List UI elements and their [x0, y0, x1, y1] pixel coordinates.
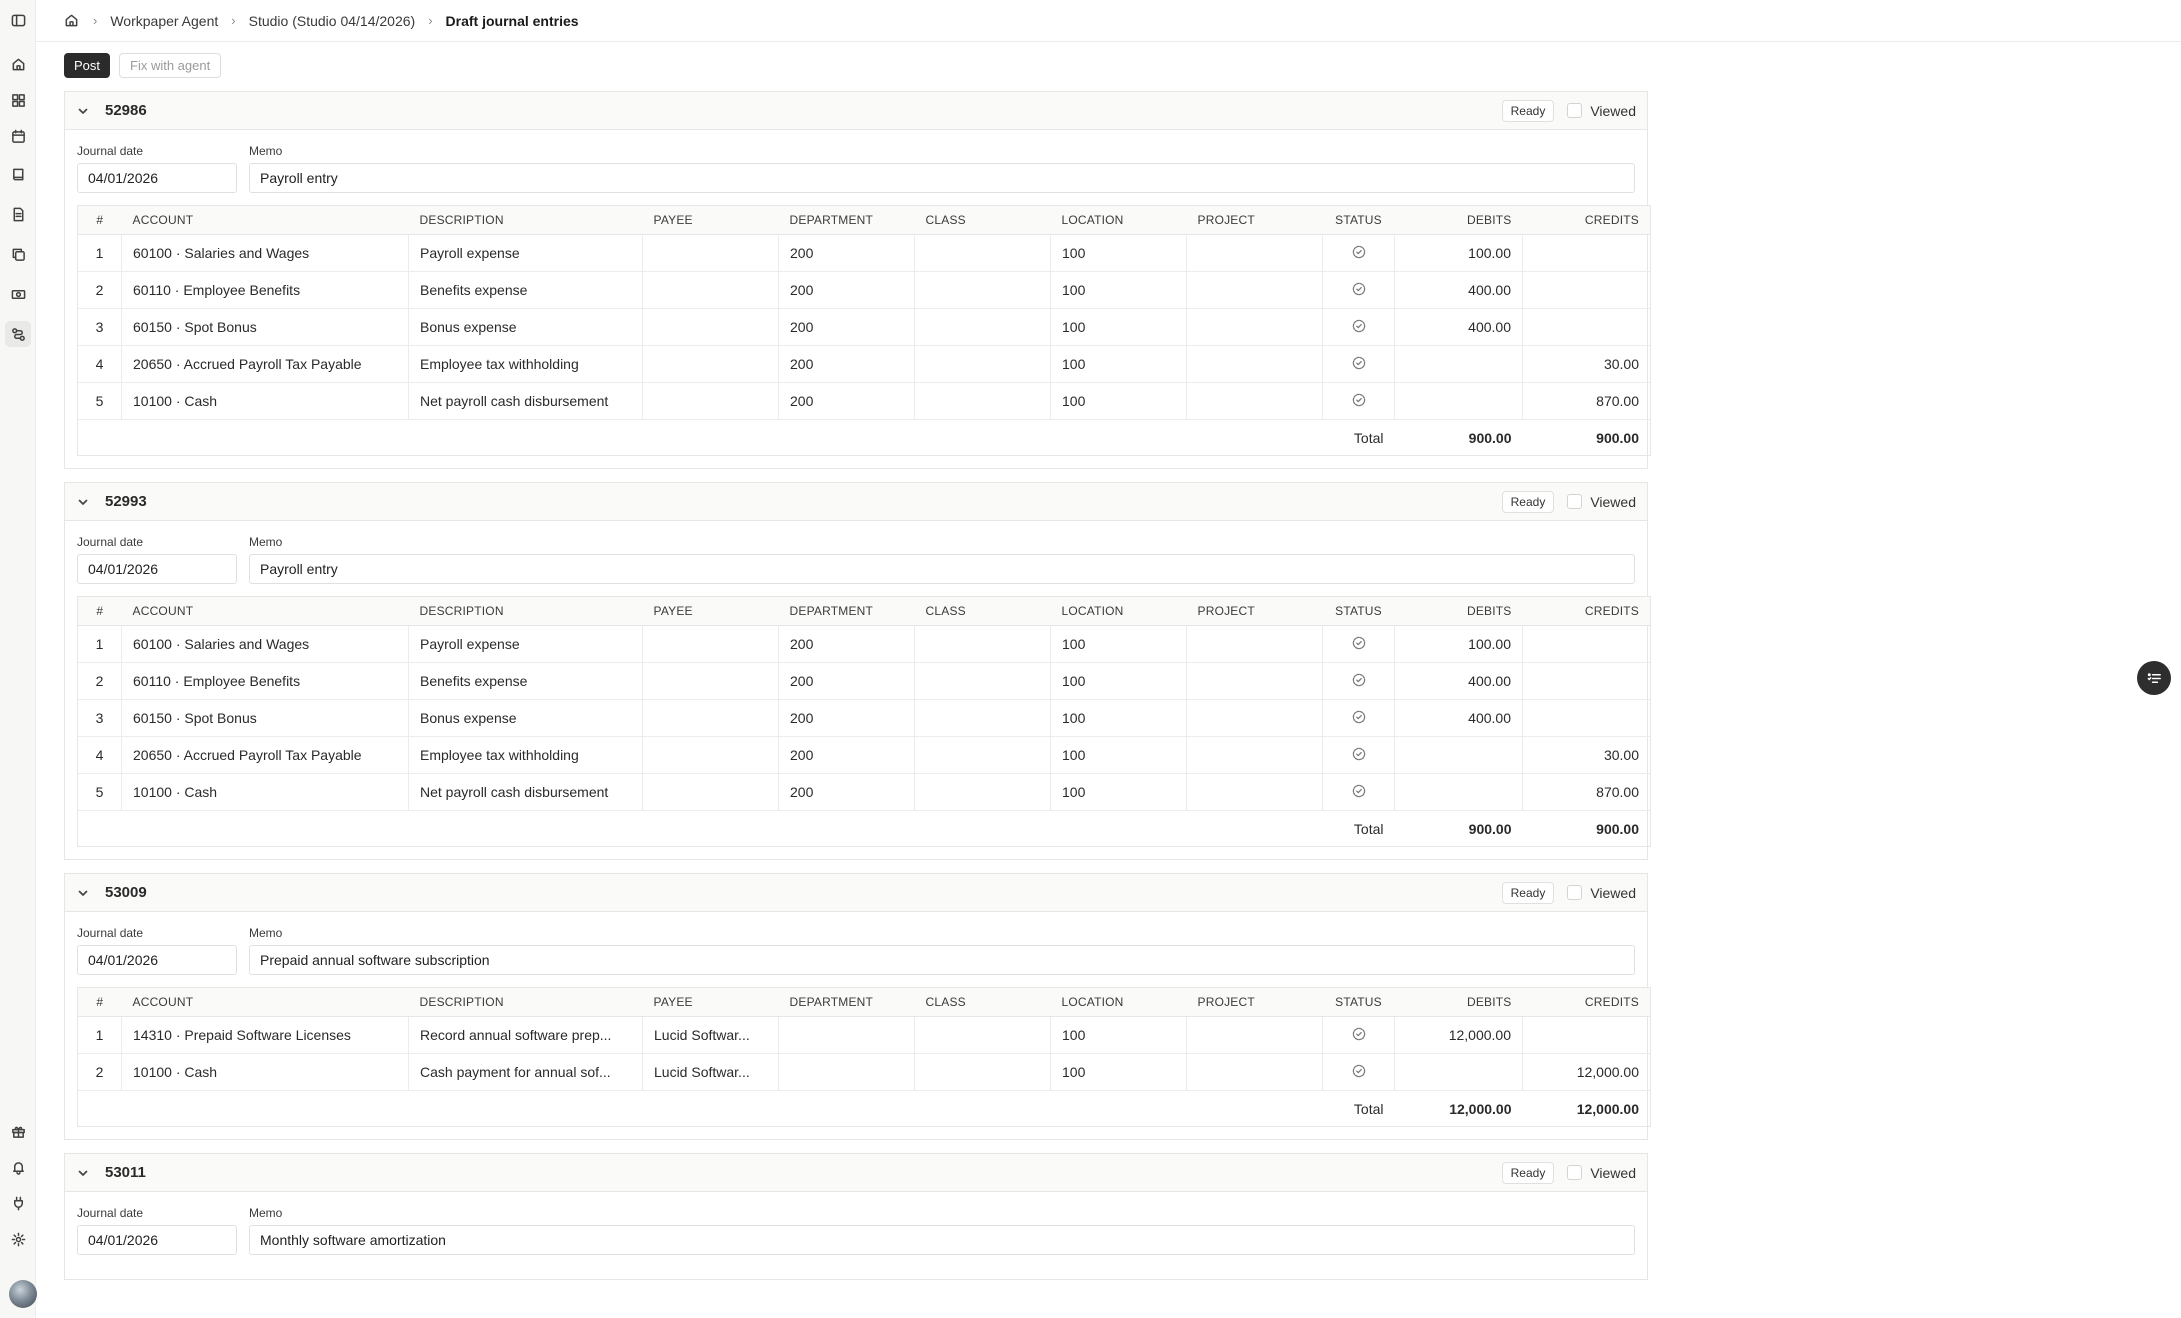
entry-fields — [77, 1206, 1635, 1255]
journal-lines-table — [77, 596, 1651, 847]
project-cell[interactable] — [1187, 737, 1323, 774]
column-header-credits: CREDITS — [1523, 597, 1651, 626]
status-cell — [1323, 1054, 1395, 1091]
status-cell — [1323, 700, 1395, 737]
column-header-location: LOCATION — [1051, 597, 1187, 626]
credits-cell[interactable] — [1523, 1017, 1651, 1054]
memo-field[interactable]: Prepaid annual software subscription — [249, 945, 1635, 975]
project-cell[interactable] — [1187, 235, 1323, 272]
column-header-description: DESCRIPTION — [409, 597, 643, 626]
journal-date-field[interactable]: 04/01/2026 — [77, 163, 237, 193]
table-row — [78, 272, 1651, 309]
description-cell[interactable]: Bonus expense — [409, 309, 643, 346]
home-icon[interactable] — [64, 13, 80, 29]
column-header-department: DEPARTMENT — [779, 597, 915, 626]
plug-icon[interactable] — [9, 1194, 27, 1212]
location-cell[interactable]: 100 — [1051, 737, 1187, 774]
journal-date-label: Journal date — [77, 926, 144, 940]
memo-field[interactable]: Monthly software amortization — [249, 1225, 1635, 1255]
account-cell[interactable]: 14310 · Prepaid Software Licenses — [122, 1017, 409, 1054]
table-row — [78, 235, 1651, 272]
column-header-project: PROJECT — [1187, 988, 1323, 1017]
column-header-class: CLASS — [915, 206, 1051, 235]
viewed-checkbox[interactable] — [1567, 103, 1582, 118]
list-icon — [2146, 670, 2163, 687]
location-cell[interactable]: 100 — [1051, 383, 1187, 420]
class-cell[interactable] — [915, 309, 1051, 346]
project-cell[interactable] — [1187, 383, 1323, 420]
location-cell[interactable]: 100 — [1051, 1017, 1187, 1054]
table-row — [78, 383, 1651, 420]
description-cell[interactable]: Employee tax withholding — [409, 346, 643, 383]
column-header-credits: CREDITS — [1523, 988, 1651, 1017]
description-cell[interactable]: Cash payment for annual sof... — [409, 1054, 643, 1091]
toolbar — [64, 53, 221, 78]
journal-date-group — [77, 1206, 237, 1255]
class-cell[interactable] — [915, 663, 1051, 700]
column-header-location: LOCATION — [1051, 206, 1187, 235]
journal-entry — [64, 482, 1648, 860]
payee-cell[interactable] — [643, 774, 779, 811]
status-badge: Ready — [1502, 882, 1555, 904]
status-check-icon — [1351, 672, 1367, 688]
document-icon[interactable] — [9, 205, 27, 223]
journal-date-group — [77, 926, 237, 975]
project-cell[interactable] — [1187, 774, 1323, 811]
chevron-right-icon: › — [231, 13, 236, 28]
gear-icon[interactable] — [9, 1230, 27, 1248]
column-header-class: CLASS — [915, 597, 1051, 626]
account-cell[interactable]: 20650 · Accrued Payroll Tax Payable — [122, 346, 409, 383]
table-row — [78, 774, 1651, 811]
credits-cell[interactable]: 30.00 — [1523, 346, 1651, 383]
status-cell — [1323, 346, 1395, 383]
column-header-debits: DEBITS — [1395, 988, 1523, 1017]
journal-date-field[interactable]: 04/01/2026 — [77, 945, 237, 975]
status-check-icon — [1351, 355, 1367, 371]
project-cell[interactable] — [1187, 272, 1323, 309]
status-cell — [1323, 774, 1395, 811]
status-cell — [1323, 1017, 1395, 1054]
total-credits: 12,000.00 — [1576, 1100, 1639, 1117]
description-cell[interactable]: Benefits expense — [409, 272, 643, 309]
journal-entry — [64, 91, 1648, 469]
chevron-down-icon[interactable] — [77, 495, 91, 509]
credits-cell[interactable] — [1523, 700, 1651, 737]
credits-cell[interactable]: 870.00 — [1523, 774, 1651, 811]
account-cell[interactable]: 60110 · Employee Benefits — [122, 272, 409, 309]
class-cell[interactable] — [915, 1017, 1051, 1054]
location-cell[interactable]: 100 — [1051, 774, 1187, 811]
entry-fields — [77, 144, 1635, 193]
debits-cell[interactable] — [1395, 383, 1523, 420]
debits-cell[interactable] — [1395, 737, 1523, 774]
journal-date-label: Journal date — [77, 144, 144, 158]
debits-cell[interactable] — [1395, 774, 1523, 811]
journal-date-group — [77, 535, 237, 584]
bell-icon[interactable] — [9, 1158, 27, 1176]
column-header-payee: PAYEE — [643, 597, 779, 626]
class-cell[interactable] — [915, 346, 1051, 383]
gift-icon[interactable] — [9, 1122, 27, 1140]
column-header-debits: DEBITS — [1395, 597, 1523, 626]
status-check-icon — [1351, 1063, 1367, 1079]
column-header-project: PROJECT — [1187, 597, 1323, 626]
viewed-label: Viewed — [1590, 1164, 1636, 1181]
credits-cell[interactable]: 30.00 — [1523, 737, 1651, 774]
account-cell[interactable]: 60150 · Spot Bonus — [122, 700, 409, 737]
total-debits: 900.00 — [1468, 429, 1512, 446]
total-spacer — [78, 1091, 1323, 1127]
line-number-cell: 2 — [78, 663, 122, 700]
entry-header — [65, 483, 1647, 521]
column-header-line-number: # — [78, 206, 122, 235]
class-cell[interactable] — [915, 774, 1051, 811]
page-title: Draft journal entries — [445, 12, 579, 29]
viewed-label: Viewed — [1590, 884, 1636, 901]
location-cell[interactable]: 100 — [1051, 346, 1187, 383]
status-cell — [1323, 383, 1395, 420]
total-row — [78, 811, 1651, 847]
table-row — [78, 663, 1651, 700]
memo-label: Memo — [249, 535, 283, 549]
chevron-down-icon[interactable] — [77, 886, 91, 900]
project-cell[interactable] — [1187, 346, 1323, 383]
total-label: Total — [1353, 429, 1384, 446]
line-number-cell: 3 — [78, 700, 122, 737]
column-header-payee: PAYEE — [643, 988, 779, 1017]
class-cell[interactable] — [915, 235, 1051, 272]
fix-with-agent-button[interactable]: Fix with agent — [119, 53, 221, 78]
line-number-cell: 1 — [78, 235, 122, 272]
payee-cell[interactable] — [643, 235, 779, 272]
journal-entry — [64, 1153, 1648, 1280]
project-cell[interactable] — [1187, 1054, 1323, 1091]
department-cell[interactable]: 200 — [779, 774, 915, 811]
table-row — [78, 700, 1651, 737]
location-cell[interactable]: 100 — [1051, 700, 1187, 737]
column-header-account: ACCOUNT — [122, 597, 409, 626]
account-cell[interactable]: 60150 · Spot Bonus — [122, 309, 409, 346]
payee-cell[interactable]: Lucid Softwar... — [643, 1054, 779, 1091]
project-cell[interactable] — [1187, 700, 1323, 737]
line-number-cell: 3 — [78, 309, 122, 346]
debits-cell[interactable] — [1395, 1054, 1523, 1091]
credits-cell[interactable]: 870.00 — [1523, 383, 1651, 420]
payee-cell[interactable] — [643, 663, 779, 700]
status-check-icon — [1351, 746, 1367, 762]
avatar[interactable] — [9, 1280, 37, 1308]
department-cell[interactable]: 200 — [779, 700, 915, 737]
credits-cell[interactable] — [1523, 663, 1651, 700]
line-number-cell: 1 — [78, 1017, 122, 1054]
payee-cell[interactable]: Lucid Softwar... — [643, 1017, 779, 1054]
status-cell — [1323, 737, 1395, 774]
credits-cell[interactable] — [1523, 626, 1651, 663]
line-number-cell: 4 — [78, 737, 122, 774]
location-cell[interactable]: 100 — [1051, 1054, 1187, 1091]
grid-icon[interactable] — [9, 91, 27, 109]
workflow-icon[interactable] — [5, 321, 31, 347]
total-label: Total — [1353, 1100, 1384, 1117]
post-button[interactable]: Post — [64, 53, 110, 78]
entry-header — [65, 1154, 1647, 1192]
line-number-cell: 1 — [78, 626, 122, 663]
department-cell[interactable]: 200 — [779, 663, 915, 700]
total-spacer — [78, 811, 1323, 847]
payee-cell[interactable] — [643, 383, 779, 420]
column-header-location: LOCATION — [1051, 988, 1187, 1017]
total-debits: 12,000.00 — [1449, 1100, 1512, 1117]
class-cell[interactable] — [915, 737, 1051, 774]
column-header-status: STATUS — [1323, 206, 1395, 235]
location-cell[interactable]: 100 — [1051, 626, 1187, 663]
account-cell[interactable]: 10100 · Cash — [122, 383, 409, 420]
column-header-account: ACCOUNT — [122, 206, 409, 235]
column-header-credits: CREDITS — [1523, 206, 1651, 235]
location-cell[interactable]: 100 — [1051, 309, 1187, 346]
journal-date-field[interactable]: 04/01/2026 — [77, 554, 237, 584]
status-check-icon — [1351, 318, 1367, 334]
total-debits: 900.00 — [1468, 820, 1512, 837]
total-credits: 900.00 — [1596, 820, 1639, 837]
project-cell[interactable] — [1187, 1017, 1323, 1054]
column-header-project: PROJECT — [1187, 206, 1323, 235]
line-number-cell: 2 — [78, 272, 122, 309]
entry-id: 53011 — [105, 1164, 146, 1181]
debits-cell[interactable] — [1395, 346, 1523, 383]
viewed-label: Viewed — [1590, 102, 1636, 119]
description-cell[interactable]: Bonus expense — [409, 700, 643, 737]
status-check-icon — [1351, 709, 1367, 725]
total-spacer — [78, 420, 1323, 456]
project-cell[interactable] — [1187, 663, 1323, 700]
entry-id: 53009 — [105, 884, 147, 901]
department-cell[interactable]: 200 — [779, 235, 915, 272]
line-number-cell: 4 — [78, 346, 122, 383]
department-cell[interactable] — [779, 1017, 915, 1054]
status-check-icon — [1351, 281, 1367, 297]
sidebar — [0, 0, 36, 1318]
column-header-class: CLASS — [915, 988, 1051, 1017]
table-header-row — [78, 206, 1651, 235]
payee-cell[interactable] — [643, 346, 779, 383]
viewed-checkbox[interactable] — [1567, 885, 1582, 900]
total-row — [78, 1091, 1651, 1127]
column-header-line-number: # — [78, 988, 122, 1017]
money-icon[interactable] — [9, 285, 27, 303]
department-cell[interactable]: 200 — [779, 346, 915, 383]
location-cell[interactable]: 100 — [1051, 272, 1187, 309]
account-cell[interactable]: 60110 · Employee Benefits — [122, 663, 409, 700]
department-cell[interactable]: 200 — [779, 737, 915, 774]
class-cell[interactable] — [915, 1054, 1051, 1091]
account-cell[interactable]: 20650 · Accrued Payroll Tax Payable — [122, 737, 409, 774]
payee-cell[interactable] — [643, 737, 779, 774]
column-header-account: ACCOUNT — [122, 988, 409, 1017]
column-header-status: STATUS — [1323, 597, 1395, 626]
chevron-right-icon: › — [93, 13, 98, 28]
class-cell[interactable] — [915, 626, 1051, 663]
credits-cell[interactable] — [1523, 272, 1651, 309]
memo-group — [249, 1206, 1635, 1255]
column-header-status: STATUS — [1323, 988, 1395, 1017]
table-row — [78, 309, 1651, 346]
account-cell[interactable]: 60100 · Salaries and Wages — [122, 235, 409, 272]
status-badge: Ready — [1502, 491, 1555, 513]
total-row — [78, 420, 1651, 456]
column-header-line-number: # — [78, 597, 122, 626]
debits-cell[interactable]: 400.00 — [1395, 309, 1523, 346]
payee-cell[interactable] — [643, 700, 779, 737]
column-header-description: DESCRIPTION — [409, 206, 643, 235]
department-cell[interactable]: 200 — [779, 309, 915, 346]
memo-label: Memo — [249, 1206, 283, 1220]
entry-body — [65, 130, 1647, 468]
book-icon[interactable] — [9, 165, 27, 183]
viewed-checkbox[interactable] — [1567, 1165, 1582, 1180]
copy-icon[interactable] — [9, 245, 27, 263]
memo-label: Memo — [249, 926, 283, 940]
description-cell[interactable]: Employee tax withholding — [409, 737, 643, 774]
status-cell — [1323, 663, 1395, 700]
department-cell[interactable] — [779, 1054, 915, 1091]
credits-cell[interactable]: 12,000.00 — [1523, 1054, 1651, 1091]
line-number-cell: 5 — [78, 383, 122, 420]
home-icon[interactable] — [9, 55, 27, 73]
line-number-cell: 5 — [78, 774, 122, 811]
account-cell[interactable]: 10100 · Cash — [122, 774, 409, 811]
memo-group — [249, 926, 1635, 975]
status-check-icon — [1351, 392, 1367, 408]
description-cell[interactable]: Payroll expense — [409, 626, 643, 663]
table-header-row — [78, 597, 1651, 626]
credits-cell[interactable] — [1523, 309, 1651, 346]
table-row — [78, 1054, 1651, 1091]
total-credits: 900.00 — [1596, 429, 1639, 446]
calendar-icon[interactable] — [9, 127, 27, 145]
chevron-down-icon[interactable] — [77, 104, 91, 118]
breadcrumb-item-studio[interactable]: Studio (Studio 04/14/2026) — [248, 12, 416, 29]
column-header-payee: PAYEE — [643, 206, 779, 235]
agent-panel-button[interactable] — [2137, 661, 2171, 695]
chevron-down-icon[interactable] — [77, 1166, 91, 1180]
table-row — [78, 626, 1651, 663]
payee-cell[interactable] — [643, 309, 779, 346]
account-cell[interactable]: 10100 · Cash — [122, 1054, 409, 1091]
status-cell — [1323, 235, 1395, 272]
credits-cell[interactable] — [1523, 235, 1651, 272]
debits-cell[interactable]: 400.00 — [1395, 663, 1523, 700]
breadcrumb-item-workpaper-agent[interactable]: Workpaper Agent — [110, 12, 219, 29]
column-header-description: DESCRIPTION — [409, 988, 643, 1017]
status-badge: Ready — [1502, 1162, 1555, 1184]
memo-label: Memo — [249, 144, 283, 158]
entry-id: 52986 — [105, 102, 147, 119]
viewed-label: Viewed — [1590, 493, 1636, 510]
description-cell[interactable]: Payroll expense — [409, 235, 643, 272]
journal-date-group — [77, 144, 237, 193]
department-cell[interactable]: 200 — [779, 626, 915, 663]
total-label: Total — [1353, 820, 1384, 837]
sidebar-toggle-icon[interactable] — [9, 11, 27, 29]
status-check-icon — [1351, 635, 1367, 651]
status-badge: Ready — [1502, 100, 1555, 122]
column-header-department: DEPARTMENT — [779, 988, 915, 1017]
location-cell[interactable]: 100 — [1051, 663, 1187, 700]
chevron-right-icon: › — [428, 13, 433, 28]
viewed-checkbox[interactable] — [1567, 494, 1582, 509]
class-cell[interactable] — [915, 383, 1051, 420]
debits-cell[interactable]: 400.00 — [1395, 700, 1523, 737]
table-row — [78, 1017, 1651, 1054]
debits-cell[interactable]: 400.00 — [1395, 272, 1523, 309]
entry-header — [65, 92, 1647, 130]
payee-cell[interactable] — [643, 626, 779, 663]
column-header-debits: DEBITS — [1395, 206, 1523, 235]
line-number-cell: 2 — [78, 1054, 122, 1091]
status-check-icon — [1351, 783, 1367, 799]
description-cell[interactable]: Net payroll cash disbursement — [409, 774, 643, 811]
entry-body — [65, 521, 1647, 859]
description-cell[interactable]: Benefits expense — [409, 663, 643, 700]
description-cell[interactable]: Net payroll cash disbursement — [409, 383, 643, 420]
status-cell — [1323, 309, 1395, 346]
entry-body — [65, 1192, 1647, 1279]
entry-id: 52993 — [105, 493, 147, 510]
memo-field[interactable]: Payroll entry — [249, 554, 1635, 584]
breadcrumb — [36, 0, 2181, 42]
memo-field[interactable]: Payroll entry — [249, 163, 1635, 193]
description-cell[interactable]: Record annual software prep... — [409, 1017, 643, 1054]
debits-cell[interactable]: 100.00 — [1395, 626, 1523, 663]
entry-header — [65, 874, 1647, 912]
table-row — [78, 346, 1651, 383]
account-cell[interactable]: 60100 · Salaries and Wages — [122, 626, 409, 663]
location-cell[interactable]: 100 — [1051, 235, 1187, 272]
department-cell[interactable]: 200 — [779, 272, 915, 309]
debits-cell[interactable]: 12,000.00 — [1395, 1017, 1523, 1054]
journal-entries-list — [64, 91, 1648, 1293]
table-header-row — [78, 988, 1651, 1017]
class-cell[interactable] — [915, 700, 1051, 737]
journal-lines-table — [77, 987, 1651, 1127]
entry-body — [65, 912, 1647, 1139]
project-cell[interactable] — [1187, 309, 1323, 346]
status-cell — [1323, 272, 1395, 309]
journal-entry — [64, 873, 1648, 1140]
status-check-icon — [1351, 244, 1367, 260]
journal-lines-table — [77, 205, 1651, 456]
journal-date-field[interactable]: 04/01/2026 — [77, 1225, 237, 1255]
memo-group — [249, 144, 1635, 193]
memo-group — [249, 535, 1635, 584]
debits-cell[interactable]: 100.00 — [1395, 235, 1523, 272]
class-cell[interactable] — [915, 272, 1051, 309]
journal-date-label: Journal date — [77, 535, 144, 549]
entry-fields — [77, 926, 1635, 975]
table-row — [78, 737, 1651, 774]
project-cell[interactable] — [1187, 626, 1323, 663]
column-header-department: DEPARTMENT — [779, 206, 915, 235]
payee-cell[interactable] — [643, 272, 779, 309]
status-check-icon — [1351, 1026, 1367, 1042]
entry-fields — [77, 535, 1635, 584]
department-cell[interactable]: 200 — [779, 383, 915, 420]
journal-date-label: Journal date — [77, 1206, 144, 1220]
status-cell — [1323, 626, 1395, 663]
